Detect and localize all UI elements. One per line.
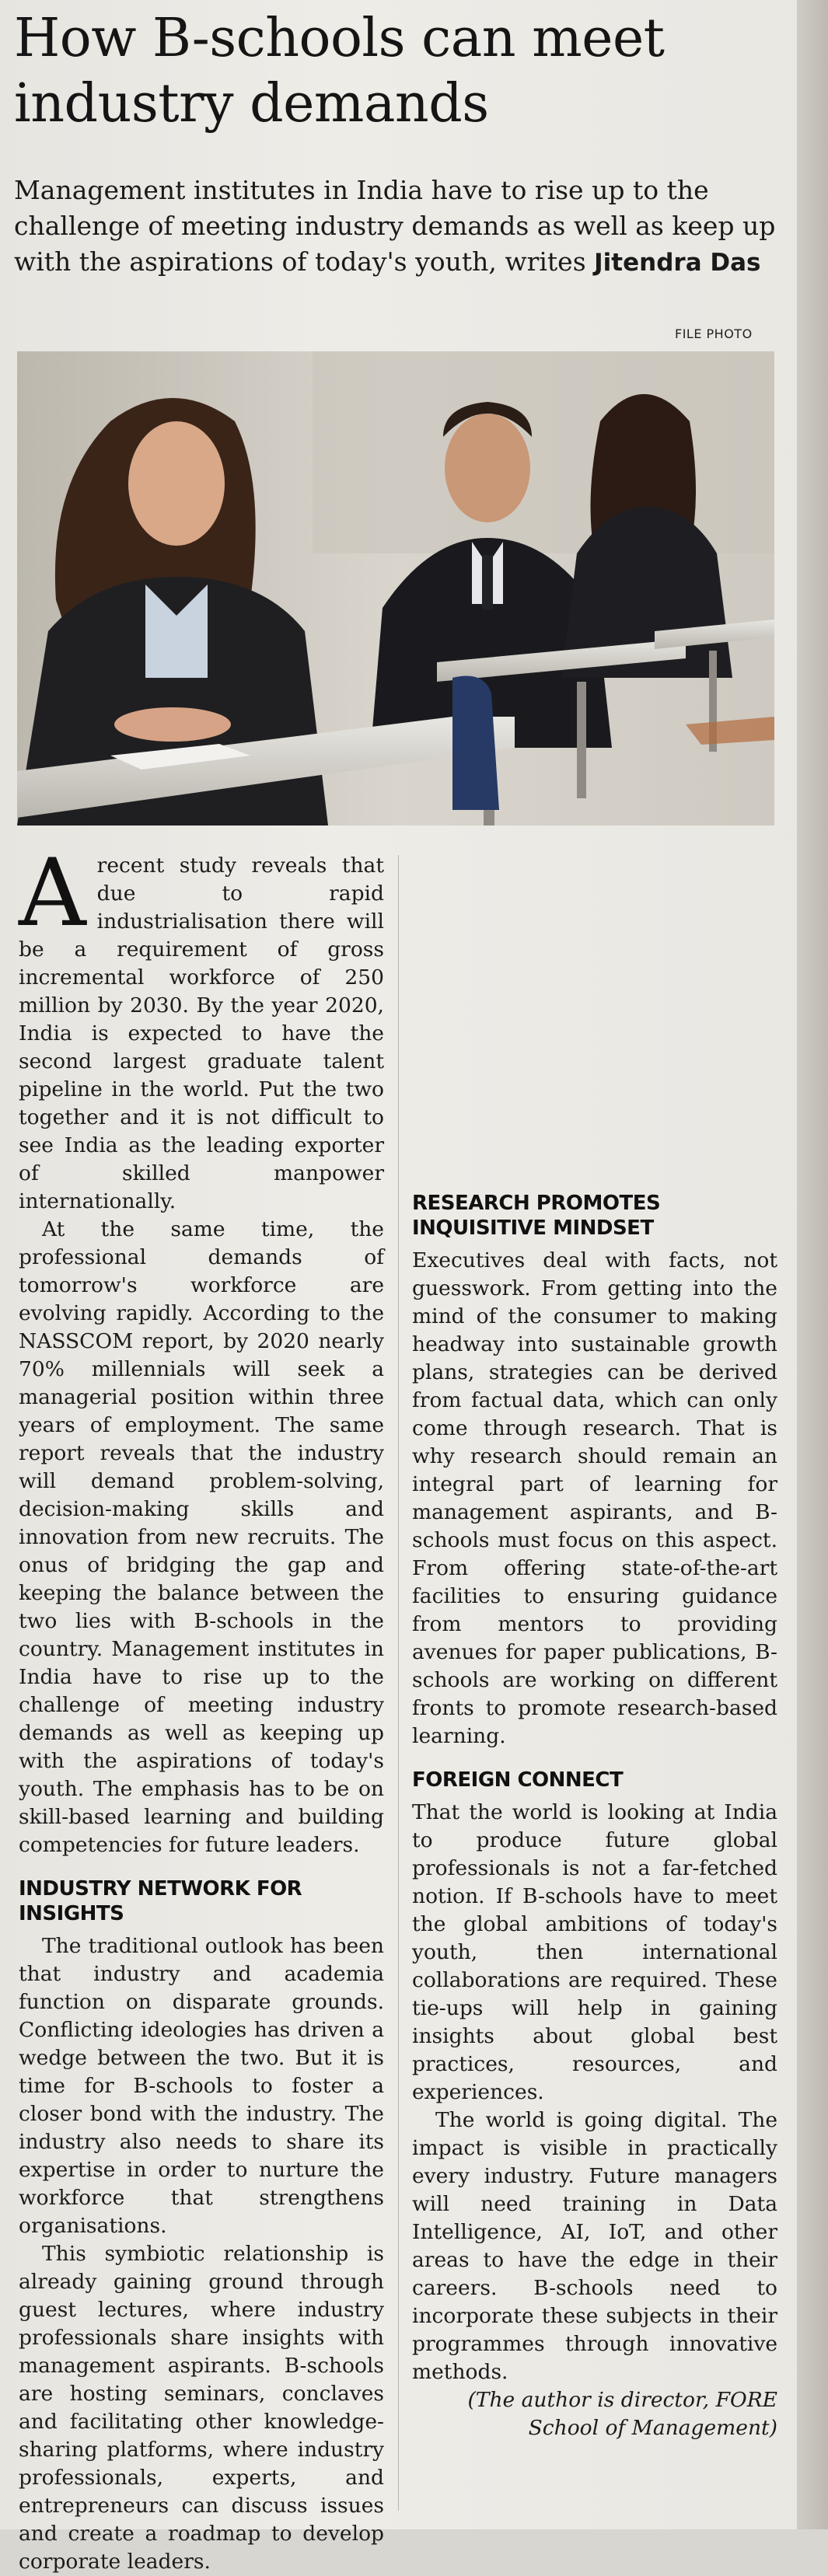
page-fold-edge bbox=[797, 0, 828, 2529]
paragraph-workforce: At the same time, the professional demands of tomorrow's workforce are evolving rapidly. According to the NASSCOM report, by 2020 nearly 70% millennials will seek a managerial position within three years of employment. The same report reveals that the industry will demand problem-solving, decision-making skills and innovation from new recruits. The onus of bridging the gap and keeping the balance between the two lies with B-schools in the country. Management institutes in India have to rise up to the challenge of meeting industry demands as well as keeping up with the aspirations of today's youth. The emphasis has to be on skill-based learning and building competencies for future leaders. bbox=[19, 1217, 384, 1857]
headline: How B-schools can meet industry demands bbox=[14, 8, 665, 134]
paragraph-research: Executives deal with facts, not guesswork. From getting into the mind of the consumer to making headway into sustainable growth plans, strategies can be derived from factual data, which can only come through research. That is why research should remain an integral part of learning for management aspirants, and B-schools must focus on this aspect. From offering state-of-the-art facilities to ensuring guidance from mentors to providing avenues for paper publications, B-schools are working on different fronts to promote research-based learning. bbox=[412, 1248, 777, 1748]
deck-author: Jitendra Das bbox=[594, 249, 761, 277]
deck-text: Management institutes in India have to rise up to the challenge of meeting industry demands as well as keep up with the aspirations of today's youth, writes bbox=[14, 175, 776, 277]
paragraph-global: That the world is looking at India to produce future global professionals is not a far-fetched notion. If B-schools have to meet the global ambitions of today's youth, then international collaborations are required. These tie-ups will help in gaining insights about global best practices, resources, and experiences. bbox=[412, 1800, 777, 2104]
intro-text: recent study reveals that due to rapid industrialisation there will be a requirement of gross incremental workforce of 250 million by 2030. By the year 2020, India is expected to have the second largest graduate talent pipeline in the world. Put the two together and it is not difficult to see India as the leading exporter of skilled manpower internationally. bbox=[19, 853, 384, 1213]
article-column-left bbox=[19, 839, 384, 2576]
photo-credit: FILE PHOTO bbox=[675, 326, 753, 341]
classroom-illustration bbox=[17, 351, 774, 826]
classroom-photo bbox=[17, 351, 774, 826]
drop-cap: A bbox=[19, 839, 86, 948]
paragraph-outlook: The traditional outlook has been that industry and academia function on disparate grounds. Conflicting ideologies has driven a wedge between the two. But it is time for B-schools to foster a closer bond with the industry. The industry also needs to share its expertise in order to nurture the workforce that strengthens organisations. bbox=[19, 1934, 384, 2238]
column-divider bbox=[398, 855, 399, 2511]
subhead-industry-network: INDUSTRY NETWORK FOR INSIGHTS bbox=[19, 1877, 302, 1925]
paragraph-symbiotic: This symbiotic relationship is already gaining ground through guest lectures, where industry professionals share insights with management aspirants. B-schools are hosting seminars, conclaves and facilitating other knowledge-sharing platforms, where industry professionals, experts, and entrepreneurs can discuss issues and create a roadmap to develop corporate leaders. bbox=[19, 2242, 384, 2574]
subhead-foreign-connect: FOREIGN CONNECT bbox=[412, 1768, 624, 1792]
author-note: (The author is director, FORE School of Management) bbox=[467, 2388, 777, 2440]
intro-paragraph bbox=[19, 839, 384, 1216]
article-column-right bbox=[412, 852, 777, 2442]
deck-standfirst bbox=[14, 173, 784, 281]
subhead-research: RESEARCH PROMOTES INQUISITIVE MINDSET bbox=[412, 1192, 661, 1240]
paragraph-digital: The world is going digital. The impact is visible in practically every industry. Future managers will need training in Data Intelligence, AI, IoT, and other areas to have the edge in their careers. B-schools need to incorporate these subjects in their programmes through innovative methods. bbox=[412, 2108, 777, 2384]
